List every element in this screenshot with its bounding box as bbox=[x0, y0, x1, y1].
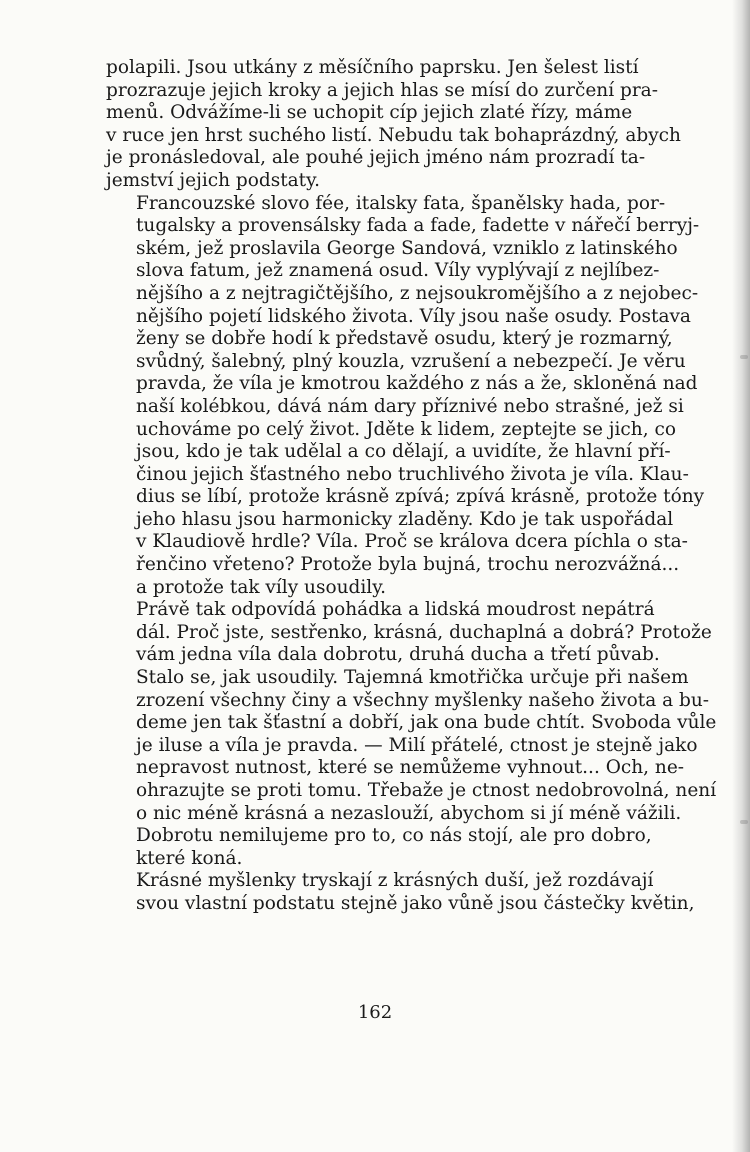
text-line: které koná. bbox=[136, 847, 243, 869]
text-line: ském, jež proslavila George Sandová, vzniklo z latinského bbox=[136, 237, 678, 259]
paragraph-3 bbox=[106, 599, 717, 825]
text-line: slova fatum, jež znamená osud. Víly vyplývají z nejlíbez- bbox=[136, 260, 660, 282]
text-line: zrození všechny činy a všechny myšlenky našeho života a bu- bbox=[136, 689, 710, 711]
text-line: v ruce jen hrst suchého listí. Nebudu tak bohaprázdný, abych bbox=[106, 124, 681, 146]
text-line: menů. Odvážíme-li se uchopit cíp jejich zlaté řízy, máme bbox=[106, 102, 633, 124]
text-line: o nic méně krásná a nezaslouží, abychom si jí méně vážili. bbox=[136, 802, 682, 824]
text-line: svou vlastní podstatu stejně jako vůně jsou částečky květin, bbox=[136, 892, 695, 914]
text-line: Francouzské slovo fée, italsky fata, španělsky hada, por- bbox=[136, 192, 666, 214]
text-line: polapili. Jsou utkány z měsíčního paprsku. Jen šelest listí bbox=[106, 57, 639, 78]
text-line: nějšího a z nejtragičtějšího, z nejsoukromějšího a z nejobec- bbox=[136, 282, 699, 304]
text-line: uchováme po celý život. Jděte k lidem, zeptejte se jich, co bbox=[136, 418, 676, 440]
text-line: naší kolébkou, dává nám dary příznivé nebo strašné, jež si bbox=[136, 395, 684, 417]
paragraph-5 bbox=[106, 870, 695, 915]
text-line: dius se líbí, protože krásně zpívá; zpívá krásně, protože tóny bbox=[136, 486, 705, 508]
paragraph-4 bbox=[106, 825, 652, 870]
margin-mark bbox=[740, 355, 748, 359]
text-line: vám jedna víla dala dobrotu, druhá ducha a třetí půvab. bbox=[136, 644, 660, 666]
text-line: Stalo se, jak usoudily. Tajemná kmotřička určuje při našem bbox=[136, 667, 689, 689]
text-line: v Klaudiově hrdle? Víla. Proč se králova dcera píchla o sta- bbox=[136, 531, 688, 553]
text-line: je iluse a víla je pravda. — Milí přátelé, ctnost je stejně jako bbox=[136, 734, 698, 756]
body-text bbox=[106, 57, 717, 916]
text-line: pravda, že víla je kmotrou každého z nás a že, skloněná nad bbox=[136, 373, 698, 395]
text-line: prozrazuje jejich kroky a jejich hlas se mísí do zurčení pra- bbox=[106, 79, 658, 101]
text-line: ženy se dobře hodí k představě osudu, který je rozmarný, bbox=[136, 328, 673, 350]
text-line: svůdný, šalebný, plný kouzla, vzrušení a nebezpečí. Je věru bbox=[136, 350, 686, 372]
text-line: deme jen tak šťastní a dobří, jak ona bude chtít. Svoboda vůle bbox=[136, 712, 717, 734]
text-line: a protože tak víly usoudily. bbox=[136, 576, 387, 598]
text-line: nepravost nutnost, které se nemůžeme vyhnout... Och, ne- bbox=[136, 757, 685, 779]
paragraph-2 bbox=[106, 192, 705, 600]
margin-mark bbox=[740, 820, 748, 824]
text-line: činou jejich šťastného nebo truchlivého života je víla. Klau- bbox=[136, 463, 689, 485]
text-line: jsou, kdo je tak udělal a co dělají, a uvidíte, že hlavní pří- bbox=[136, 441, 671, 463]
text-line: ohrazujte se proti tomu. Třebaže je ctnost nedobrovolná, není bbox=[136, 780, 717, 801]
text-line: nějšího pojetí lidského života. Víly jsou naše osudy. Postava bbox=[136, 305, 691, 327]
paragraph-1 bbox=[106, 57, 681, 193]
text-line: řenčino vřeteno? Protože byla bujná, trochu nerozvážná... bbox=[136, 554, 680, 576]
page-number: 162 bbox=[357, 1002, 393, 1023]
text-line: dál. Proč jste, sestřenko, krásná, duchaplná a dobrá? Protože bbox=[136, 621, 712, 643]
text-line: Právě tak odpovídá pohádka a lidská moudrost nepátrá bbox=[136, 599, 655, 621]
text-line: jemství jejich podstaty. bbox=[106, 169, 320, 191]
page-edge-shadow bbox=[732, 0, 750, 1152]
text-line: je pronásledoval, ale pouhé jejich jméno nám prozradí ta- bbox=[106, 147, 646, 169]
text-line: Krásné myšlenky tryskají z krásných duší, jež rozdávají bbox=[136, 870, 654, 892]
text-line: tugalsky a provensálsky fada a fade, fadette v nářečí berryj- bbox=[136, 215, 700, 237]
text-line: Dobrotu nemilujeme pro to, co nás stojí, ale pro dobro, bbox=[136, 825, 652, 847]
text-line: jeho hlasu jsou harmonicky zladěny. Kdo je tak uspořádal bbox=[136, 508, 674, 530]
